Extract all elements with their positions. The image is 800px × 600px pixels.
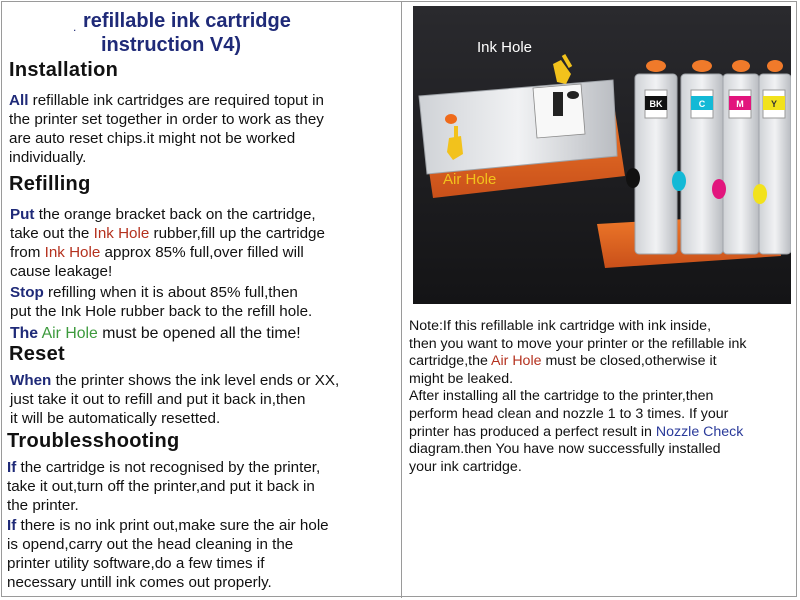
reset-line-2: just take it out to refill and put it back in,then [10,391,306,408]
reset-heading: Reset [9,343,65,365]
note-line-4: might be leaked. [409,370,514,387]
installation-line-1: All refillable ink cartridges are required toput in [9,92,324,109]
installation-line-4: individually. [9,149,87,166]
troubleshooting-line-3: the printer. [7,497,79,514]
refilling-line-1: Put the orange bracket back on the cartridge, [10,206,316,223]
refilling-line-3: from Ink Hole approx 85% full,over filled will [10,244,304,261]
refilling-line-5: Stop refilling when it is about 85% full,then [10,284,298,301]
title-dot: . [73,20,77,34]
cartridge-illustration [413,6,791,304]
title-line-1: refillable ink cartridge [83,10,291,32]
air-hole-label: Air Hole [443,171,497,188]
cartridge-photo [413,6,791,304]
reset-line-3: it will be automatically resetted. [10,410,221,427]
column-divider [401,1,402,598]
label-c: C [698,99,706,109]
installation-line-2: the printer set together in order to work as they [9,111,324,128]
refilling-line-2: take out the Ink Hole rubber,fill up the cartridge [10,225,325,242]
troubleshooting-line-7: necessary untill ink comes out properly. [7,574,272,591]
label-y: Y [770,99,778,109]
troubleshooting-line-2: take it out,turn off the printer,and put it back in [7,478,315,495]
installation-line-3: are auto reset chips.it might not be worked [9,130,296,147]
note-line-9: your ink cartridge. [409,458,522,475]
note-line-6: perform head clean and nozzle 1 to 3 times. If your [409,405,729,422]
note-line-7: printer has produced a perfect result in Nozzle Check [409,423,744,440]
label-bk: BK [649,99,663,109]
refilling-heading: Refilling [9,173,91,195]
note-line-1: Note:If this refillable ink cartridge with ink inside, [409,318,712,334]
reset-line-1: When the printer shows the ink level ends or XX, [10,372,340,389]
refilling-line-7: The Air Hole must be opened all the time! [10,325,301,342]
installation-heading: Installation [9,59,119,81]
label-m: M [736,99,744,109]
troubleshooting-heading: Troublesshooting [7,430,180,452]
refilling-line-4: cause leakage! [10,263,113,280]
ink-hole-label: Ink Hole [477,39,533,56]
note-line-3: cartridge,the Air Hole must be closed,otherwise it [409,353,717,370]
note-line-5: After installing all the cartridge to the printer,then [409,388,714,405]
troubleshooting-line-1: If the cartridge is not recognised by the printer, [7,459,321,476]
refilling-line-6: put the Ink Hole rubber back to the refill hole. [10,303,313,320]
note-line-8: diagram.then You have now successfully installed [409,441,721,458]
troubleshooting-line-4: If there is no ink print out,make sure the air hole [7,517,329,534]
troubleshooting-line-6: printer utility software,do a few times if [7,555,265,572]
troubleshooting-line-5: is opend,carry out the head cleaning in the [7,536,294,553]
title-line-2: instruction V4) [101,34,242,56]
note-line-2: then you want to move your printer or the refillable ink [409,335,747,352]
note-block [409,318,747,476]
